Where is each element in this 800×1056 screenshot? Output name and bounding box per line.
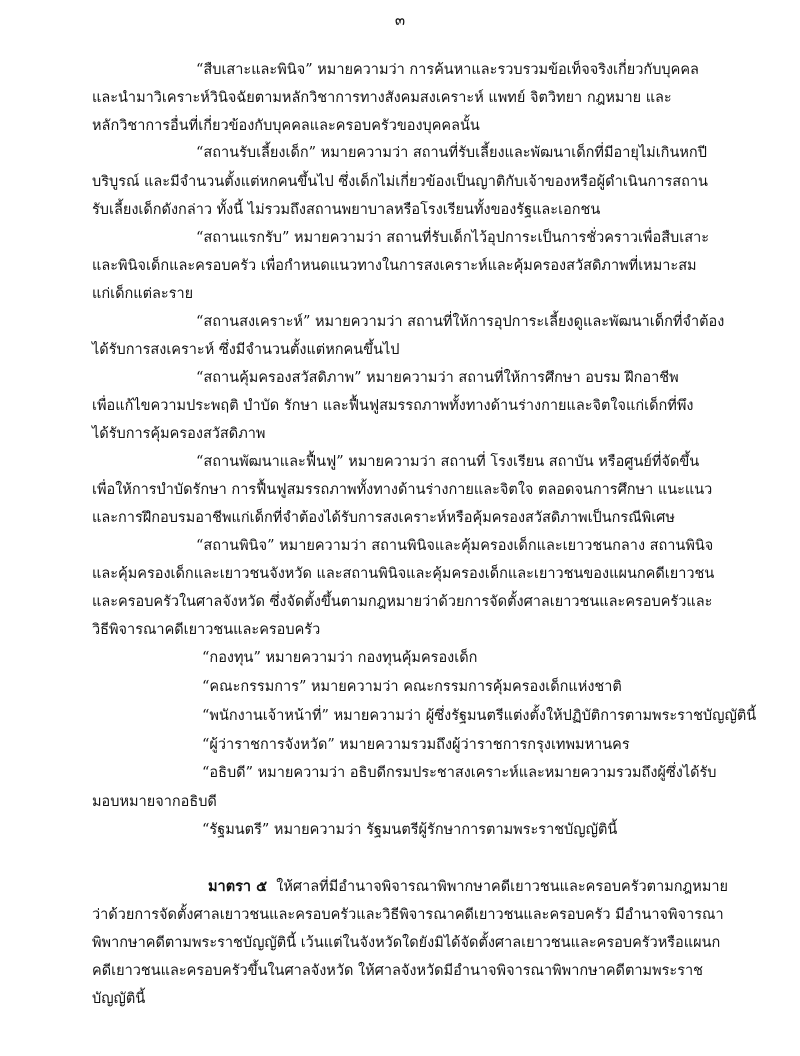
- text-line: เพื่อให้การบำบัดรักษา การฟื้นฟูสมรรถภาพทั้งทางด้านร่างกายและจิตใจ ตลอดจนการศึกษา แนะแนว: [92, 482, 713, 498]
- text-line: และครอบครัวในศาลจังหวัด ซึ่งจัดตั้งขึ้นตามกฎหมายว่าด้วยการจัดตั้งศาลเยาวชนและครอบครัวและ: [92, 594, 713, 610]
- text-line: “สถานคุ้มครองสวัสดิภาพ” หมายความว่า สถานที่ให้การศึกษา อบรม ฝึกอาชีพ: [196, 370, 679, 386]
- text-line: “พนักงานเจ้าหน้าที่” หมายความว่า ผู้ซึ่งรัฐมนตรีแต่งตั้งให้ปฏิบัติการตามพระราชบัญญัตินี้: [202, 708, 757, 724]
- text-line: มอบหมายจากอธิบดี: [92, 794, 217, 810]
- text-line: “รัฐมนตรี” หมายความว่า รัฐมนตรีผู้รักษาการตามพระราชบัญญัตินี้: [202, 822, 618, 838]
- text-line: ได้รับการคุ้มครองสวัสดิภาพ: [92, 426, 266, 442]
- text-line: และคุ้มครองเด็กและเยาวชนจังหวัด และสถานพินิจและคุ้มครองเด็กและเยาวชนของแผนกคดีเยาวชน: [92, 566, 715, 582]
- text-line: “ผู้ว่าราชการจังหวัด” หมายความรวมถึงผู้ว่าราชการกรุงเทพมหานคร: [202, 737, 630, 753]
- text-line: และนำมาวิเคราะห์วินิจฉัยตามหลักวิชาการทางสังคมสงเคราะห์ แพทย์ จิตวิทยา กฎหมาย และ: [92, 90, 672, 106]
- text-line: บัญญัตินี้: [92, 991, 146, 1007]
- text-line: รับเลี้ยงเด็กดังกล่าว ทั้งนี้ ไม่รวมถึงสถานพยาบาลหรือโรงเรียนทั้งของรัฐและเอกชน: [92, 202, 601, 218]
- section-5-first-line: [208, 877, 728, 897]
- text-line: เพื่อแก้ไขความประพฤติ บำบัด รักษา และฟื้นฟูสมรรถภาพทั้งทางด้านร่างกายและจิตใจแก่เด็กที่พึง: [92, 398, 694, 414]
- text-line: และพินิจเด็กและครอบครัว เพื่อกำหนดแนวทางในการสงเคราะห์และคุ้มครองสวัสดิภาพที่เหมาะสม: [92, 258, 697, 274]
- text-line: “กองทุน” หมายความว่า กองทุนคุ้มครองเด็ก: [202, 650, 478, 666]
- text-line: คดีเยาวชนและครอบครัวขึ้นในศาลจังหวัด ให้ศาลจังหวัดมีอำนาจพิจารณาพิพากษาคดีตามพระราช: [92, 963, 703, 979]
- text-line: “สถานสงเคราะห์” หมายความว่า สถานที่ให้การอุปการะเลี้ยงดูและพัฒนาเด็กที่จำต้อง: [196, 314, 725, 330]
- text-line: วิธีพิจารณาคดีเยาวชนและครอบครัว: [92, 622, 321, 638]
- page-number: ๓: [394, 11, 406, 29]
- text-line: ว่าด้วยการจัดตั้งศาลเยาวชนและครอบครัวและวิธีพิจารณาคดีเยาวชนและครอบครัว มีอำนาจพิจารณา: [92, 907, 724, 923]
- text-line: “สถานพัฒนาและฟื้นฟู” หมายความว่า สถานที่ โรงเรียน สถาบัน หรือศูนย์ที่จัดขึ้น: [196, 454, 700, 470]
- text-line: “สถานพินิจ” หมายความว่า สถานพินิจและคุ้มครองเด็กและเยาวชนกลาง สถานพินิจ: [196, 538, 714, 554]
- text-line: “คณะกรรมการ” หมายความว่า คณะกรรมการคุ้มครองเด็กแห่งชาติ: [202, 679, 622, 695]
- section-heading: มาตรา ๕: [208, 878, 268, 895]
- text-line: แก่เด็กแต่ละราย: [92, 286, 194, 302]
- text-line: “สถานแรกรับ” หมายความว่า สถานที่รับเด็กไว้อุปการะเป็นการชั่วคราวเพื่อสืบเสาะ: [196, 230, 709, 246]
- text-line: “สถานรับเลี้ยงเด็ก” หมายความว่า สถานที่รับเลี้ยงและพัฒนาเด็กที่มีอายุไม่เกินหกปี: [196, 145, 707, 161]
- text-line: หลักวิชาการอื่นที่เกี่ยวข้องกับบุคคลและครอบครัวของบุคคลนั้น: [92, 118, 480, 134]
- text-line: “สืบเสาะและพินิจ” หมายความว่า การค้นหาและรวบรวมข้อเท็จจริงเกี่ยวกับบุคคล: [196, 62, 699, 78]
- text-line: ได้รับการสงเคราะห์ ซึ่งมีจำนวนตั้งแต่หกคนขึ้นไป: [92, 342, 400, 358]
- text-line: “อธิบดี” หมายความว่า อธิบดีกรมประชาสงเคราะห์และหมายความรวมถึงผู้ซึ่งได้รับ: [202, 765, 717, 781]
- text-line: พิพากษาคดีตามพระราชบัญญัตินี้ เว้นแต่ในจังหวัดใดยังมิได้จัดตั้งศาลเยาวชนและครอบครัวหรือแผนก: [92, 935, 721, 951]
- section-text: ให้ศาลที่มีอำนาจพิจารณาพิพากษาคดีเยาวชนและครอบครัวตามกฎหมาย: [276, 879, 729, 895]
- text-line: บริบูรณ์ และมีจำนวนตั้งแต่หกคนขึ้นไป ซึ่งเด็กไม่เกี่ยวข้องเป็นญาติกับเจ้าของหรือผู้ดำเนินการสถาน: [92, 174, 708, 190]
- text-line: และการฝึกอบรมอาชีพแก่เด็กที่จำต้องได้รับการสงเคราะห์หรือคุ้มครองสวัสดิภาพเป็นกรณีพิเศษ: [92, 510, 675, 526]
